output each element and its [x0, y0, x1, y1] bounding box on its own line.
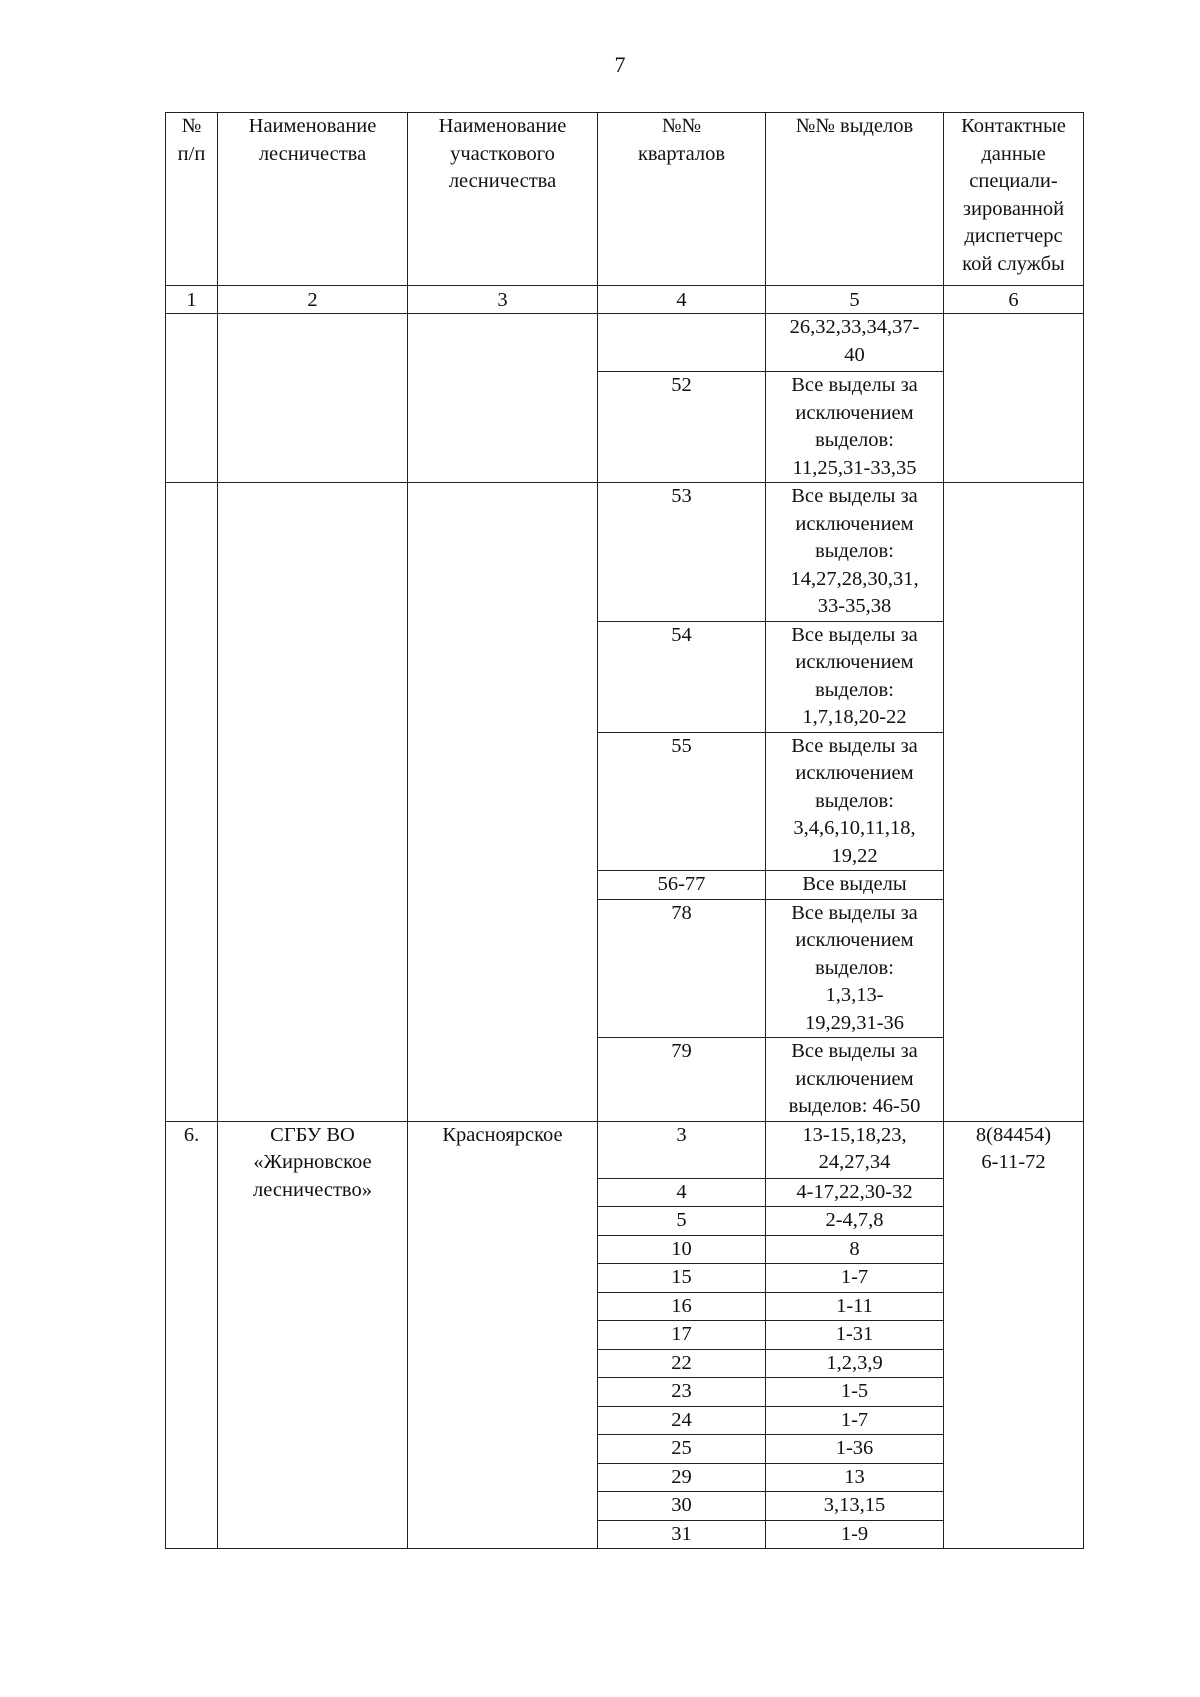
- district-name: [408, 314, 598, 483]
- forestry-name: СГБУ ВО «Жирновское лесничество»: [218, 1121, 408, 1549]
- district-name: [408, 483, 598, 1122]
- section-numbers: 3,13,15: [766, 1492, 944, 1521]
- column-number: 2: [218, 286, 408, 314]
- row-number: [166, 483, 218, 1122]
- section-numbers: 1-31: [766, 1321, 944, 1350]
- contact-info: [944, 483, 1084, 1122]
- header-num: № п/п: [166, 113, 218, 286]
- quarter-number: 29: [598, 1463, 766, 1492]
- quarter-number: 16: [598, 1292, 766, 1321]
- section-numbers: Все выделы за исключением выделов: 1,3,13- 19,29,31-36: [766, 899, 944, 1038]
- section-numbers: 13: [766, 1463, 944, 1492]
- quarter-number: 54: [598, 621, 766, 732]
- forestry-name: [218, 314, 408, 483]
- quarter-number: 22: [598, 1349, 766, 1378]
- quarter-number: 15: [598, 1264, 766, 1293]
- table-row: [166, 314, 1084, 372]
- column-number: 4: [598, 286, 766, 314]
- quarter-number: 56-77: [598, 871, 766, 900]
- section-numbers: Все выделы: [766, 871, 944, 900]
- quarter-number: 31: [598, 1520, 766, 1549]
- section-numbers: 1-9: [766, 1520, 944, 1549]
- quarter-number: 52: [598, 372, 766, 483]
- contact-info: [944, 314, 1084, 483]
- row-number: 6.: [166, 1121, 218, 1549]
- quarter-number: 4: [598, 1178, 766, 1207]
- section-numbers: 4-17,22,30-32: [766, 1178, 944, 1207]
- forestry-table: [165, 112, 1084, 1549]
- header-sections: №№ выделов: [766, 113, 944, 286]
- section-numbers: Все выделы за исключением выделов: 46-50: [766, 1038, 944, 1122]
- district-name: Красноярское: [408, 1121, 598, 1549]
- column-number: 6: [944, 286, 1084, 314]
- contact-info: 8(84454) 6-11-72: [944, 1121, 1084, 1549]
- table-row: [166, 1121, 1084, 1178]
- header-contacts: Контактные данные специали- зированной диспетчерс кой службы: [944, 113, 1084, 286]
- section-numbers: 1-7: [766, 1264, 944, 1293]
- section-numbers: 1-11: [766, 1292, 944, 1321]
- page-number: 7: [614, 52, 626, 77]
- section-numbers: 13-15,18,23, 24,27,34: [766, 1121, 944, 1178]
- quarter-number: 53: [598, 483, 766, 622]
- quarter-number: 5: [598, 1207, 766, 1236]
- quarter-number: 17: [598, 1321, 766, 1350]
- forestry-name: [218, 483, 408, 1122]
- section-numbers: Все выделы за исключением выделов: 1,7,18,20-22: [766, 621, 944, 732]
- quarter-number: 24: [598, 1406, 766, 1435]
- quarter-number: [598, 314, 766, 372]
- section-numbers: 1-5: [766, 1378, 944, 1407]
- section-numbers: Все выделы за исключением выделов: 3,4,6,10,11,18, 19,22: [766, 732, 944, 871]
- quarter-number: 78: [598, 899, 766, 1038]
- table-row: [166, 483, 1084, 622]
- section-numbers: 8: [766, 1235, 944, 1264]
- header-quarters: №№ кварталов: [598, 113, 766, 286]
- quarter-number: 10: [598, 1235, 766, 1264]
- header-district: Наименование участкового лесничества: [408, 113, 598, 286]
- section-numbers: 1-36: [766, 1435, 944, 1464]
- section-numbers: Все выделы за исключением выделов: 11,25,31-33,35: [766, 372, 944, 483]
- quarter-number: 3: [598, 1121, 766, 1178]
- column-number-row: [166, 286, 1084, 314]
- row-number: [166, 314, 218, 483]
- column-number: 5: [766, 286, 944, 314]
- quarter-number: 30: [598, 1492, 766, 1521]
- column-number: 1: [166, 286, 218, 314]
- section-numbers: 2-4,7,8: [766, 1207, 944, 1236]
- quarter-number: 55: [598, 732, 766, 871]
- section-numbers: 26,32,33,34,37- 40: [766, 314, 944, 372]
- section-numbers: 1-7: [766, 1406, 944, 1435]
- quarter-number: 79: [598, 1038, 766, 1122]
- section-numbers: Все выделы за исключением выделов: 14,27,28,30,31, 33-35,38: [766, 483, 944, 622]
- header-forestry: Наименование лесничества: [218, 113, 408, 286]
- quarter-number: 25: [598, 1435, 766, 1464]
- column-number: 3: [408, 286, 598, 314]
- quarter-number: 23: [598, 1378, 766, 1407]
- header-row: [166, 113, 1084, 286]
- section-numbers: 1,2,3,9: [766, 1349, 944, 1378]
